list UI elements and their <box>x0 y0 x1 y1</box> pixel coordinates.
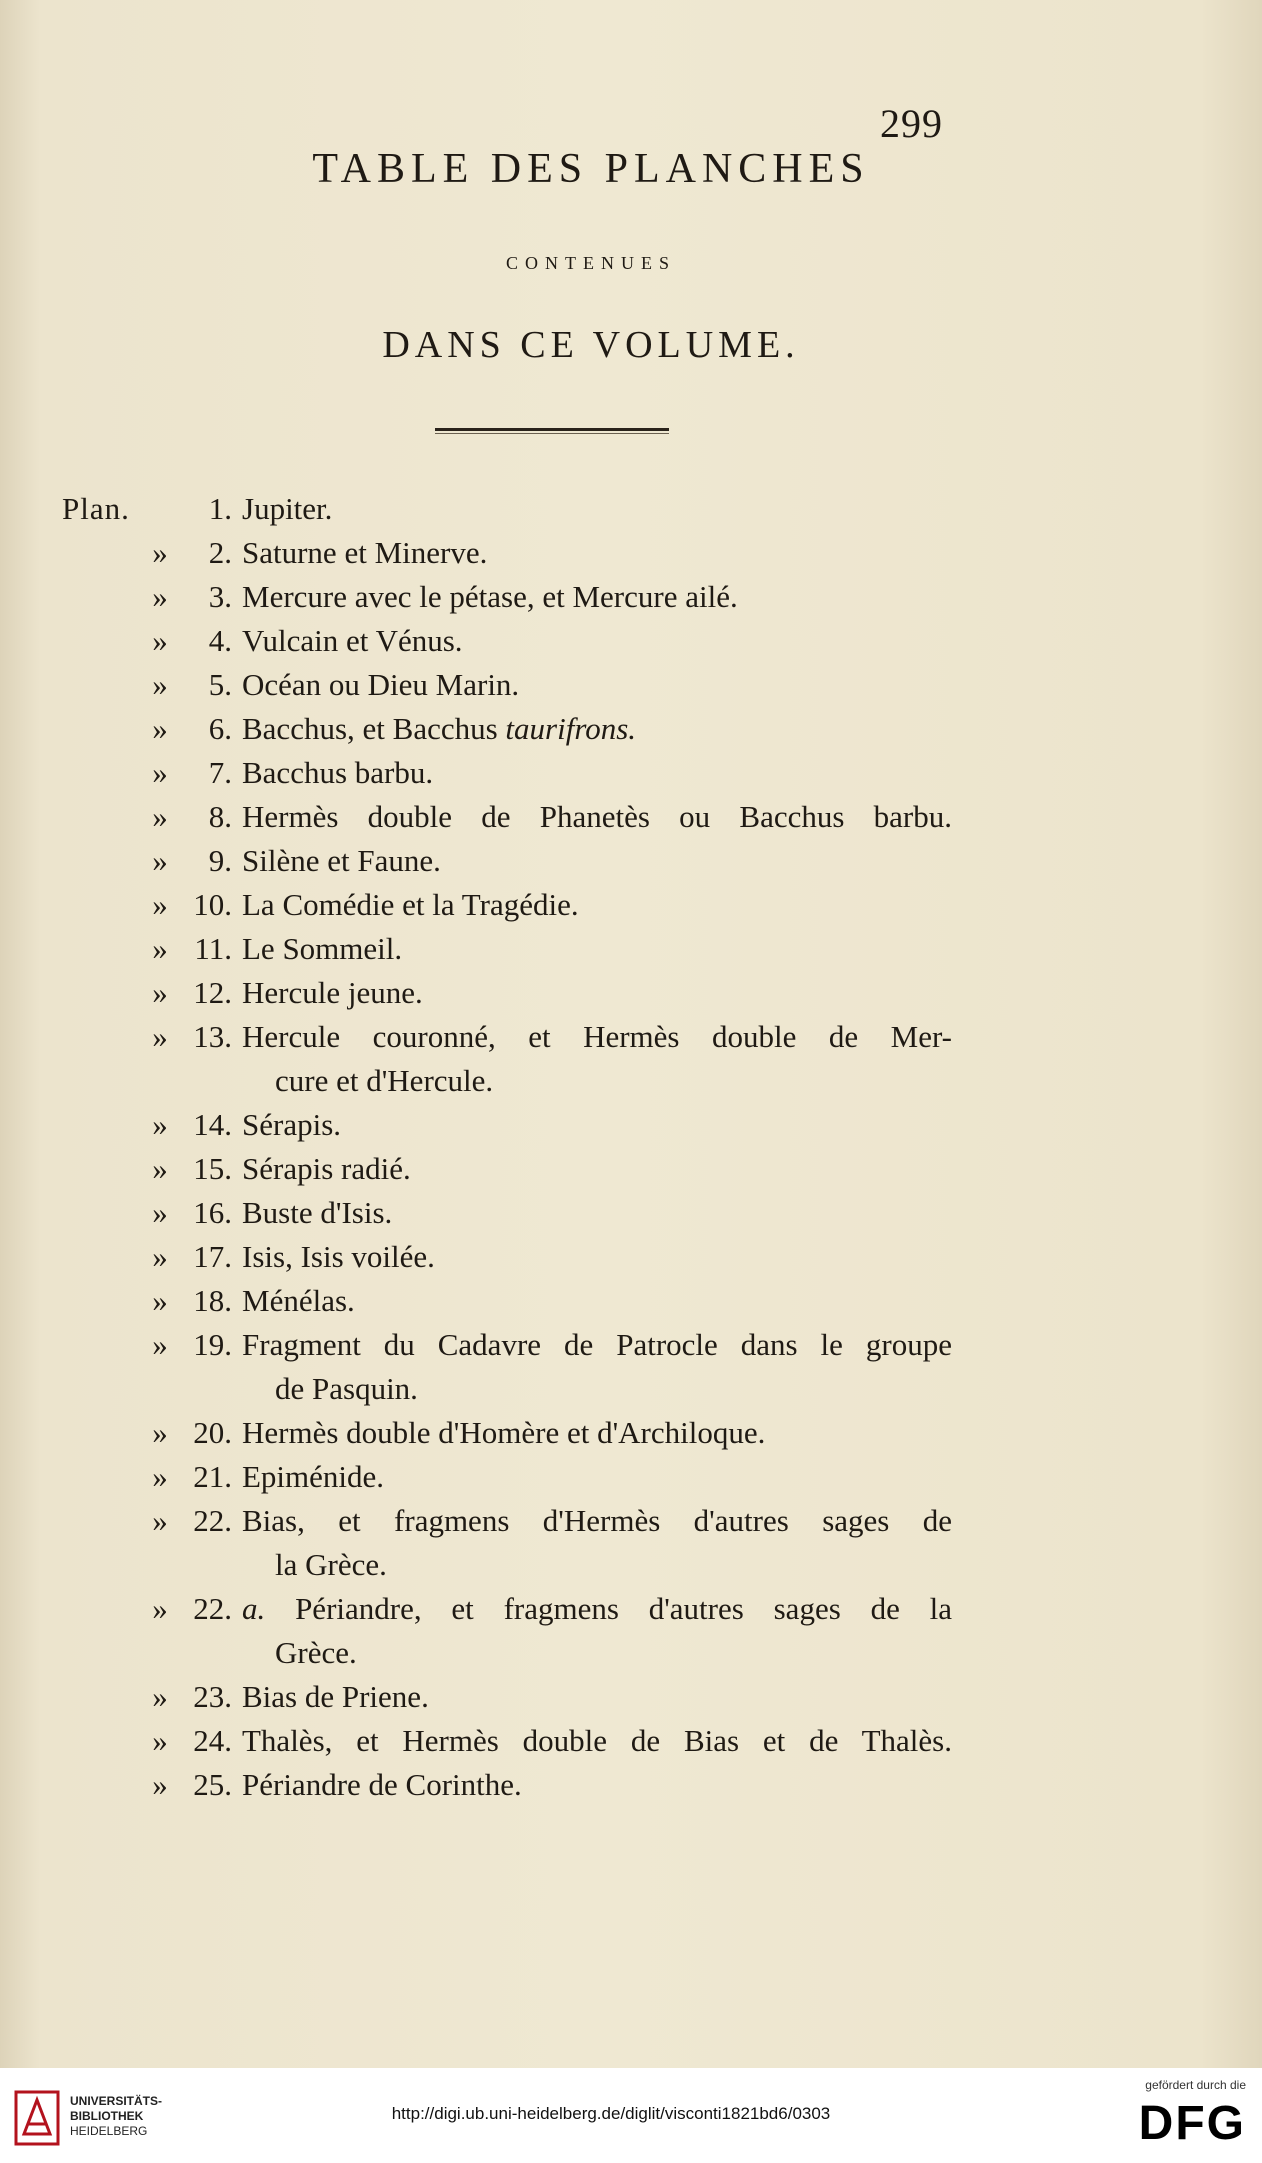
list-item <box>0 927 1262 971</box>
list-item <box>0 575 1262 619</box>
plate-title: Bias, et fragmens d'Hermès d'autres sages de <box>242 1503 952 1538</box>
plate-title: Vulcain et Vénus. <box>242 623 463 658</box>
plate-title: Thalès, et Hermès double de Bias et de Thalès. <box>242 1723 952 1758</box>
plates-list <box>0 487 1262 1807</box>
plate-title: Sérapis. <box>242 1107 342 1142</box>
plate-title: La Comédie et la Tragédie. <box>242 887 579 922</box>
list-item <box>0 795 1262 839</box>
ditto-mark: » <box>152 623 168 658</box>
plate-title: Isis, Isis voilée. <box>242 1239 435 1274</box>
title-rule <box>435 428 669 431</box>
list-item <box>0 1191 1262 1235</box>
list-item <box>0 751 1262 795</box>
list-item <box>0 1587 1262 1631</box>
plan-label: Plan. <box>62 491 130 526</box>
list-item <box>0 1675 1262 1719</box>
plate-title: Hercule couronné, et Hermès double de Mer- <box>242 1019 952 1054</box>
ditto-mark: » <box>152 1327 168 1362</box>
plate-number: 14. <box>193 1107 232 1142</box>
list-item-continuation <box>0 1543 1262 1587</box>
plate-number: 5. <box>208 667 232 702</box>
plate-number: 1. <box>208 491 232 526</box>
ditto-mark: » <box>152 799 168 834</box>
list-item <box>0 1015 1262 1059</box>
page-number: 299 <box>880 101 943 146</box>
list-item <box>0 1235 1262 1279</box>
ditto-mark: » <box>152 1503 168 1538</box>
plate-title-italic-prefix: a. <box>242 1591 266 1626</box>
ditto-mark: » <box>152 1239 168 1274</box>
list-item <box>0 971 1262 1015</box>
plate-title-continuation: de Pasquin. <box>275 1371 418 1406</box>
plate-number: 10. <box>193 887 232 922</box>
plate-number: 3. <box>208 579 232 614</box>
list-item <box>0 1763 1262 1807</box>
list-item <box>0 839 1262 883</box>
plate-title: Périandre de Corinthe. <box>242 1767 522 1802</box>
plate-title: Epiménide. <box>242 1459 385 1494</box>
list-item <box>0 1455 1262 1499</box>
plate-title: Océan ou Dieu Marin. <box>242 667 520 702</box>
plate-title <box>242 707 636 751</box>
list-item-continuation <box>0 1367 1262 1411</box>
plate-number: 22. <box>193 1591 232 1626</box>
plate-number: 15. <box>193 1151 232 1186</box>
ditto-mark: » <box>152 1679 168 1714</box>
plate-number: 18. <box>193 1283 232 1318</box>
plate-title-italic: taurifrons. <box>505 711 637 746</box>
plate-number: 7. <box>208 755 232 790</box>
list-item-continuation <box>0 1059 1262 1103</box>
library-name-line: UNIVERSITÄTS- <box>70 2094 163 2108</box>
plate-title: Ménélas. <box>242 1283 355 1318</box>
ditto-mark: » <box>152 1107 168 1142</box>
plate-title-continuation: Grèce. <box>275 1635 357 1670</box>
plate-number: 12. <box>193 975 232 1010</box>
library-name-line: HEIDELBERG <box>70 2124 148 2138</box>
plate-number: 4. <box>208 623 232 658</box>
library-name-line: BIBLIOTHEK <box>70 2109 144 2123</box>
dfg-logo: DFG <box>1138 2097 1246 2150</box>
plate-title: Bacchus barbu. <box>242 755 434 790</box>
plate-number: 8. <box>208 799 232 834</box>
list-item <box>0 619 1262 663</box>
plate-number: 21. <box>193 1459 232 1494</box>
permalink-url[interactable]: http://digi.ub.uni-heidelberg.de/diglit/visconti1821bd6/0303 <box>391 2104 831 2123</box>
title-rule-thin <box>435 433 669 434</box>
list-item <box>0 1719 1262 1763</box>
plate-title: Hermès double d'Homère et d'Archiloque. <box>242 1415 766 1450</box>
funding-label: gefördert durch die <box>1145 2078 1246 2092</box>
table-title: TABLE DES PLANCHES <box>312 146 870 192</box>
ditto-mark: » <box>152 1151 168 1186</box>
list-item <box>0 531 1262 575</box>
plate-number: 9. <box>208 843 232 878</box>
plate-title: Hermès double de Phanetès ou Bacchus barbu. <box>242 799 952 834</box>
plate-title: Mercure avec le pétase, et Mercure ailé. <box>242 579 738 614</box>
plate-title: Jupiter. <box>242 491 333 526</box>
plate-title <box>242 1587 952 1631</box>
plate-title: Silène et Faune. <box>242 843 441 878</box>
ditto-mark: » <box>152 1019 168 1054</box>
ditto-mark: » <box>152 1767 168 1802</box>
plate-number: 23. <box>193 1679 232 1714</box>
ditto-mark: » <box>152 1195 168 1230</box>
viewer-footer <box>0 2068 1262 2163</box>
list-item <box>0 1103 1262 1147</box>
ditto-mark: » <box>152 887 168 922</box>
ditto-mark: » <box>152 975 168 1010</box>
ditto-mark: » <box>152 1283 168 1318</box>
plate-number: 17. <box>193 1239 232 1274</box>
ditto-mark: » <box>152 1591 168 1626</box>
plate-number: 19. <box>193 1327 232 1362</box>
list-item <box>0 883 1262 927</box>
ditto-mark: » <box>152 535 168 570</box>
plate-number: 2. <box>208 535 232 570</box>
ditto-mark: » <box>152 711 168 746</box>
plate-title-continuation: cure et d'Hercule. <box>275 1063 494 1098</box>
plate-title: Le Sommeil. <box>242 931 403 966</box>
ditto-mark: » <box>152 1415 168 1450</box>
table-subtitle: CONTENUES <box>506 253 676 273</box>
plate-number: 22. <box>193 1503 232 1538</box>
plate-number: 24. <box>193 1723 232 1758</box>
ditto-mark: » <box>152 843 168 878</box>
plate-title-continuation: la Grèce. <box>275 1547 387 1582</box>
plate-number: 13. <box>193 1019 232 1054</box>
list-item <box>0 1147 1262 1191</box>
plate-title: Sérapis radié. <box>242 1151 411 1186</box>
plate-title-text: Bacchus, et Bacchus <box>242 711 498 746</box>
list-item-continuation <box>0 1631 1262 1675</box>
list-item <box>0 707 1262 751</box>
list-item <box>0 1411 1262 1455</box>
volume-title: DANS CE VOLUME. <box>382 324 800 366</box>
plate-title-text: Périandre, et fragmens d'autres sages de la <box>295 1591 953 1626</box>
list-item <box>0 1323 1262 1367</box>
ditto-mark: » <box>152 1459 168 1494</box>
plate-number: 25. <box>193 1767 232 1802</box>
list-item <box>0 487 1262 531</box>
plate-title: Hercule jeune. <box>242 975 423 1010</box>
plate-title: Bias de Priene. <box>242 1679 429 1714</box>
ditto-mark: » <box>152 1723 168 1758</box>
plate-title: Fragment du Cadavre de Patrocle dans le groupe <box>242 1327 952 1362</box>
ditto-mark: » <box>152 755 168 790</box>
list-item <box>0 1499 1262 1543</box>
ditto-mark: » <box>152 667 168 702</box>
plate-number: 6. <box>208 711 232 746</box>
plate-number: 11. <box>194 931 232 966</box>
plate-number: 16. <box>193 1195 232 1230</box>
list-item <box>0 663 1262 707</box>
ditto-mark: » <box>152 931 168 966</box>
list-item <box>0 1279 1262 1323</box>
plate-title: Saturne et Minerve. <box>242 535 488 570</box>
plate-number: 20. <box>193 1415 232 1450</box>
plate-title: Buste d'Isis. <box>242 1195 393 1230</box>
ditto-mark: » <box>152 579 168 614</box>
